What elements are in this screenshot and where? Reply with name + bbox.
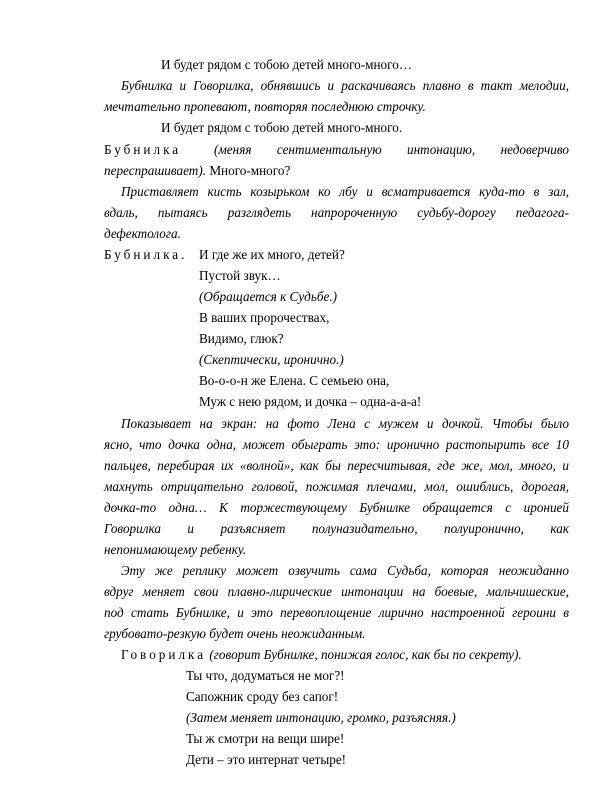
stage-direction: непонимающему ребенку. bbox=[104, 542, 247, 557]
stage-direction: ясно, что дочка одна, может обыграть это: иронично растопырить все 10 bbox=[104, 437, 569, 452]
stage-direction: Показывает на экран: на фото Лена с мужем и дочкой. Чтобы было bbox=[121, 416, 569, 431]
verse-line: Ты что, додуматься не мог?! bbox=[186, 668, 345, 683]
stage-direction: (Обращается к Судьбе.) bbox=[199, 289, 338, 304]
speaker-name: Бубнилка. bbox=[104, 247, 188, 262]
stage-direction: Приставляет кисть козырьком ко лбу и всматривается куда-то в зал, bbox=[121, 184, 569, 199]
stage-direction: вдруг меняет свои плавно-лирические интонации на боевые, мальчишеские, bbox=[104, 584, 569, 599]
verse-line: Сапожник сроду без сапог! bbox=[186, 689, 339, 704]
stage-direction: (говорит Бубнилке, понижая голос, как бы по секрету). bbox=[209, 647, 522, 662]
verse-line: В ваших пророчествах, bbox=[199, 310, 330, 325]
stage-direction: Бубнилка и Говорилка, обнявшись и раскачиваясь плавно в такт мелодии, bbox=[121, 78, 569, 93]
verse-line: Пустой звук… bbox=[199, 268, 281, 283]
stage-direction: Эту же реплику может озвучить сама Судьба, которая неожиданно bbox=[121, 563, 569, 578]
stage-direction: (меняя сентиментальную интонацию, недоверчиво bbox=[214, 142, 569, 157]
verse-line: Во-о-о-н же Елена. С семьею она, bbox=[199, 373, 390, 388]
speaker-line bbox=[104, 139, 569, 160]
verse-line: Ты ж смотри на вещи шире! bbox=[186, 731, 345, 746]
speaker-line bbox=[121, 644, 569, 665]
speaker-line-cont bbox=[104, 160, 569, 181]
speaker-name: Бубнилка bbox=[104, 142, 182, 157]
speaker-line bbox=[104, 244, 569, 265]
speaker-name: Говорилка bbox=[121, 647, 207, 662]
stage-direction: Говорилка и разъясняет полуназидательно, полуиронично, как bbox=[104, 521, 569, 536]
verse-line: И будет рядом с тобою детей много-много. bbox=[161, 120, 403, 135]
stage-direction: (Затем меняет интонацию, громко, разъясняя.) bbox=[186, 710, 456, 725]
stage-direction: пальцев, перебирая их «волной», как бы пересчитывая, где же, мол, много, и bbox=[104, 458, 569, 473]
dialogue-text: И где же их много, детей? bbox=[199, 247, 345, 262]
stage-direction: вдаль, пытаясь разглядеть напророченную судьбу-дорогу педагога- bbox=[104, 205, 569, 220]
stage-direction: мечтательно пропевают, повторяя последнюю строчку. bbox=[104, 99, 426, 114]
dialogue-text: Много-много? bbox=[209, 163, 291, 178]
verse-line: Видимо, глюк? bbox=[199, 331, 284, 346]
verse-line: Муж с нею рядом, и дочка – одна-а-а-а! bbox=[199, 394, 422, 409]
stage-direction: переспрашивает). bbox=[104, 163, 207, 178]
stage-direction: под стать Бубнилке, и это перевоплощение лирично настроенной героини в bbox=[104, 605, 569, 620]
stage-direction: дефектолога. bbox=[104, 226, 181, 241]
stage-direction: (Скептически, иронично.) bbox=[199, 352, 344, 367]
stage-direction: грубовато-резкую будет очень неожиданным. bbox=[104, 626, 366, 641]
stage-direction: махнуть отрицательно головой, пожимая плечами, мол, ошиблись, дорогая, bbox=[104, 479, 569, 494]
verse-line: Дети – это интернат четыре! bbox=[186, 752, 347, 767]
stage-direction: дочка-то одна… К торжествующему Бубнилке обращается с иронией bbox=[104, 500, 569, 515]
verse-line: И будет рядом с тобою детей много-много… bbox=[161, 57, 413, 72]
